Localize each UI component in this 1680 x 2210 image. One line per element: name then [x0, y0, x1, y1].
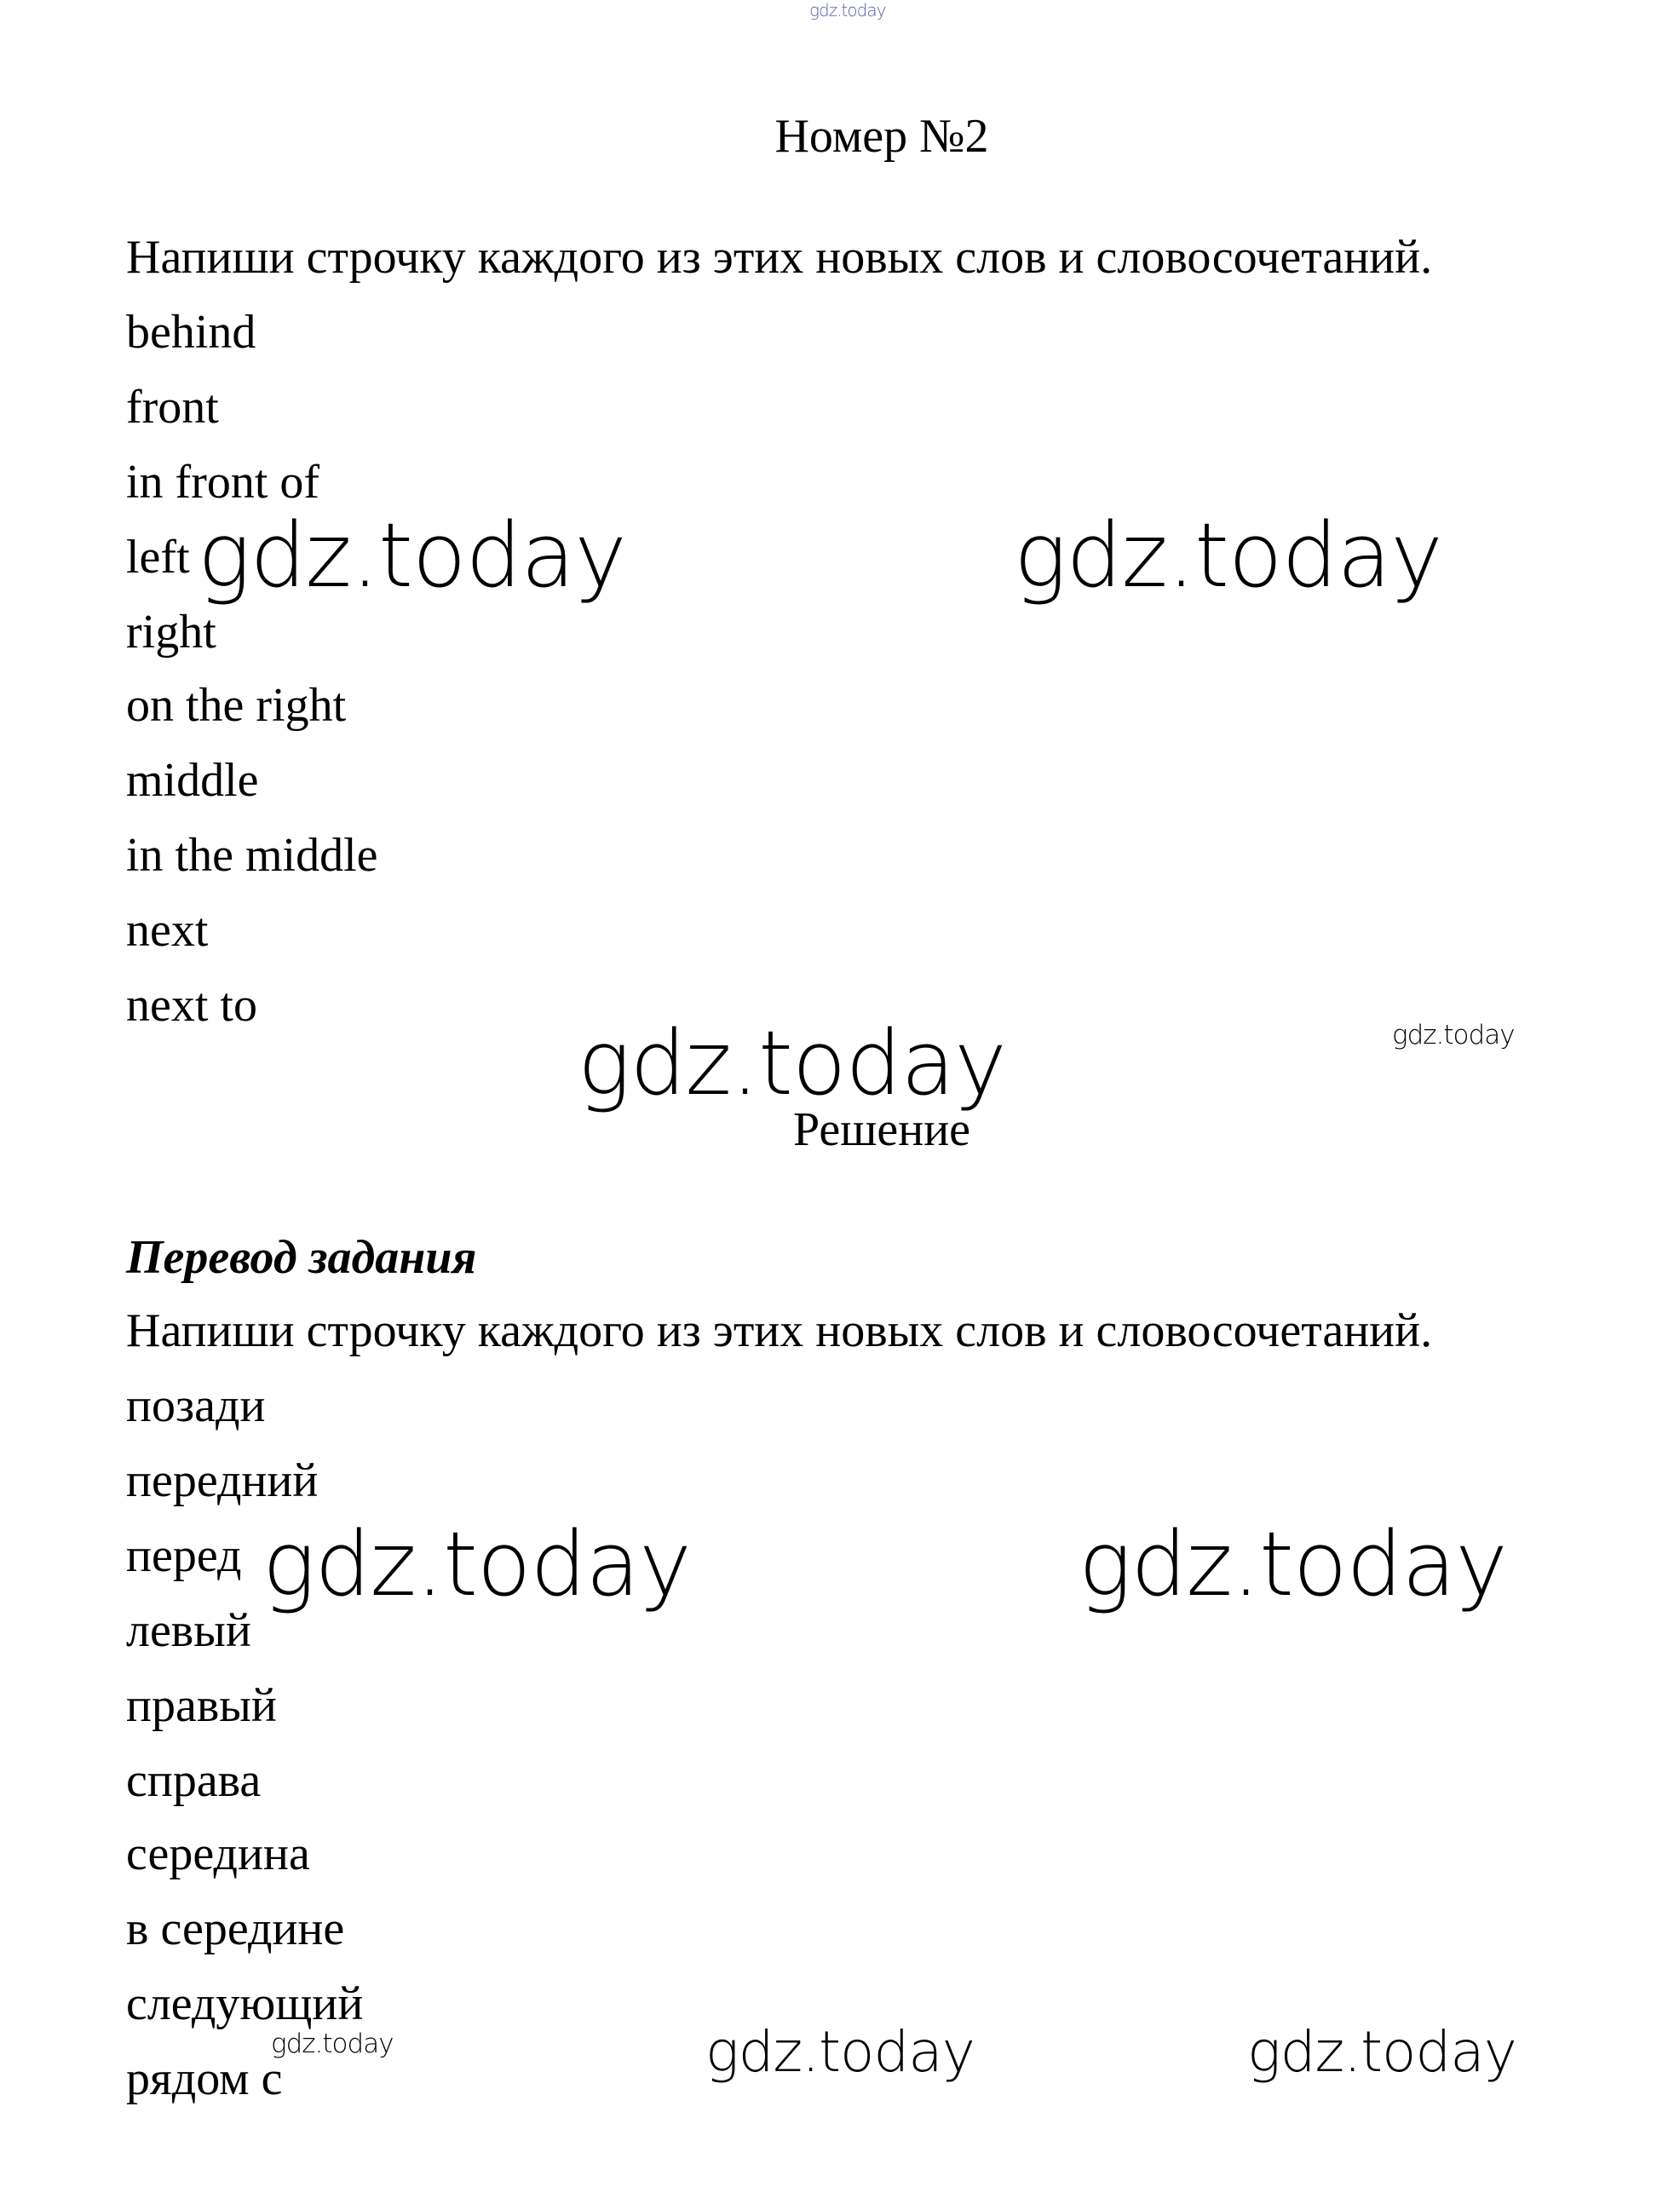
translation-word-item: справа — [126, 1754, 262, 1807]
solution-heading: Решение — [792, 1103, 971, 1156]
translation-heading: Перевод задания — [126, 1231, 477, 1284]
translation-word-item: рядом с — [126, 2052, 283, 2105]
watermark: gdz.today — [578, 1011, 1006, 1115]
translation-word-item: левый — [126, 1604, 251, 1657]
word-item: front — [126, 381, 219, 434]
translation-word-item: середина — [126, 1827, 310, 1880]
word-item: left — [126, 531, 190, 584]
watermark: gdz.today — [705, 2019, 975, 2085]
watermark: gdz.today — [1079, 1512, 1507, 1616]
watermark: gdz.today — [1247, 2019, 1516, 2085]
word-item: right — [126, 606, 216, 659]
watermark: gdz.today — [271, 2029, 394, 2059]
word-item: on the right — [126, 679, 347, 732]
translation-word-item: в середине — [126, 1902, 345, 1955]
translation-word-item: позади — [126, 1379, 266, 1432]
translation-word-item: правый — [126, 1679, 277, 1732]
word-item: behind — [126, 306, 256, 359]
page-title: Номер №2 — [774, 110, 989, 163]
watermark-top: gdz.today — [809, 0, 886, 20]
watermark: gdz.today — [1014, 504, 1442, 607]
word-item: in the middle — [126, 829, 378, 882]
translation-word-item: передний — [126, 1454, 319, 1507]
word-item: middle — [126, 754, 259, 807]
watermark: gdz.today — [1392, 1020, 1515, 1050]
word-item: next — [126, 904, 209, 957]
translation-word-item: следующий — [126, 1977, 364, 2030]
translation-instruction: Напиши строчку каждого из этих новых слов и словосочетаний. — [126, 1304, 1433, 1357]
watermark: gdz.today — [262, 1512, 691, 1616]
task-instruction: Напиши строчку каждого из этих новых слов и словосочетаний. — [126, 231, 1433, 284]
word-item: next to — [126, 979, 257, 1032]
translation-word-item: перед — [126, 1529, 242, 1582]
watermark: gdz.today — [198, 504, 626, 607]
word-item: in front of — [126, 456, 320, 509]
